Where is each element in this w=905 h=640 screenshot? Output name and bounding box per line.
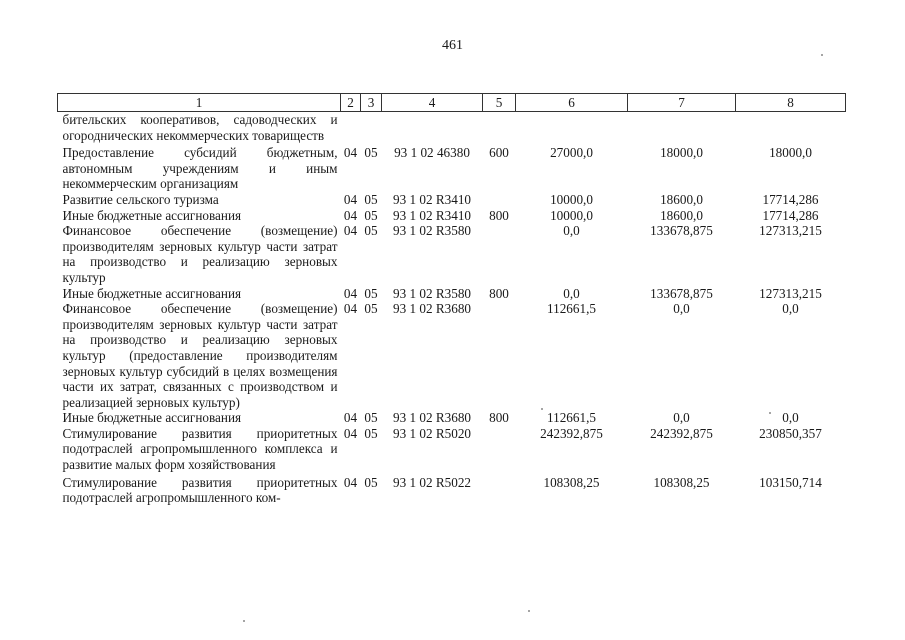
row-value-7: 18000,0	[660, 145, 703, 161]
row-value-8: 127313,215	[759, 285, 822, 301]
row-value-6: 112661,5	[547, 301, 596, 317]
row-value-6: 10000,0	[550, 207, 593, 223]
table-row	[58, 208, 846, 224]
row-expense-type	[483, 192, 516, 208]
row-section: 04	[343, 410, 358, 426]
row-name: Предоставление субсидий бюджетным, автономным учреждениям и иным некоммерческим организациям	[62, 145, 338, 192]
scan-speck	[769, 412, 771, 414]
column-header-7: 7	[628, 94, 736, 112]
row-value-7: 133678,875	[650, 223, 713, 239]
table-row	[58, 286, 846, 302]
row-value-6: 27000,0	[550, 145, 593, 161]
row-target-article: 93 1 02 R3680	[392, 301, 472, 317]
row-value-6: 10000,0	[550, 191, 593, 207]
row-value-8	[736, 112, 846, 144]
column-header-4: 4	[382, 94, 483, 112]
row-subsection: 05	[364, 301, 378, 317]
column-header-1: 1	[58, 94, 341, 112]
table-row	[58, 473, 846, 506]
row-value-8: 230850,357	[759, 425, 822, 441]
row-section: 04	[343, 474, 358, 490]
scan-speck	[243, 620, 245, 622]
row-value-7	[628, 112, 736, 144]
row-section: 04	[343, 425, 358, 441]
row-expense-type: 800	[489, 207, 509, 223]
row-section: 04	[343, 223, 358, 239]
row-value-8: 18000,0	[769, 145, 812, 161]
row-target-article: 93 1 02 R3410	[392, 191, 472, 207]
row-name: Развитие сельского туризма	[62, 191, 219, 207]
row-value-7: 0,0	[673, 410, 690, 426]
table-row	[58, 301, 846, 410]
row-expense-type	[483, 473, 516, 506]
column-header-6: 6	[516, 94, 628, 112]
row-target-article: 93 1 02 46380	[394, 145, 470, 161]
row-name: Иные бюджетные ассигнования	[62, 410, 242, 426]
row-value-8: 0,0	[782, 301, 799, 317]
page-number: 461	[442, 38, 463, 53]
row-expense-type	[483, 112, 516, 144]
table-row	[58, 192, 846, 208]
row-subsection: 05	[364, 145, 378, 161]
row-value-8: 103150,714	[759, 474, 822, 490]
table-row	[58, 223, 846, 285]
row-value-6: 0,0	[563, 285, 580, 301]
row-expense-type: 800	[489, 410, 509, 426]
row-value-6: 0,0	[563, 223, 580, 239]
row-target-article: 93 1 02 R3410	[392, 207, 472, 223]
row-name: бительских кооперативов, садоводческих и огороднических некоммерческих товариществ	[62, 112, 338, 143]
row-value-7: 18600,0	[660, 207, 703, 223]
row-expense-type	[483, 301, 516, 410]
scan-speck	[821, 54, 823, 56]
table-row	[58, 143, 846, 192]
row-value-6: 108308,25	[543, 474, 600, 490]
row-target-article: 93 1 02 R3680	[392, 410, 472, 426]
budget-table	[57, 93, 846, 506]
row-subsection: 05	[364, 191, 378, 207]
row-section: 04	[343, 191, 358, 207]
row-subsection: 05	[364, 474, 378, 490]
row-value-7: 0,0	[673, 301, 690, 317]
row-value-8: 17714,286	[762, 207, 819, 223]
row-subsection: 05	[364, 285, 378, 301]
scan-speck	[541, 408, 543, 410]
row-target-article: 93 1 02 R3580	[392, 223, 472, 239]
row-value-8: 17714,286	[762, 191, 819, 207]
row-subsection: 05	[364, 223, 378, 239]
column-header-2: 2	[341, 94, 361, 112]
row-value-6: 242392,875	[540, 425, 603, 441]
row-subsection: 05	[364, 425, 378, 441]
row-section: 04	[343, 145, 358, 161]
row-target-article: 93 1 02 R3580	[392, 285, 472, 301]
row-name: Стимулирование развития приоритетных подотраслей агропромышленного комплекса и развитие малых форм хозяйствования	[62, 425, 338, 473]
row-value-7: 18600,0	[660, 191, 703, 207]
row-name: Иные бюджетные ассигнования	[62, 285, 242, 301]
row-value-6	[516, 112, 628, 144]
row-value-6: 112661,5	[547, 410, 596, 426]
row-subsection	[361, 112, 382, 144]
column-header-8: 8	[736, 94, 846, 112]
row-name: Финансовое обеспечение (возмещение) производителям зерновых культур части затрат на производство и реализацию зерновых культур	[62, 223, 338, 285]
row-section	[341, 112, 361, 144]
row-expense-type: 600	[489, 145, 509, 161]
row-target-article: 93 1 02 R5020	[392, 425, 472, 441]
row-expense-type: 800	[489, 285, 509, 301]
table-row	[58, 112, 846, 144]
row-subsection: 05	[364, 207, 378, 223]
row-name: Иные бюджетные ассигнования	[62, 207, 242, 223]
row-section: 04	[343, 207, 358, 223]
row-value-7: 242392,875	[650, 425, 713, 441]
column-number-header	[58, 94, 846, 112]
row-section: 04	[343, 285, 358, 301]
row-value-8: 0,0	[782, 410, 799, 426]
row-name: Стимулирование развития приоритетных подотраслей агропромышленного ком-	[62, 474, 338, 506]
row-name: Финансовое обеспечение (возмещение) производителям зерновых культур части затрат на производство и реализацию зерновых культур (предоставление производителям зерновых культур субсидий в целях возмещения части их затрат, связанных с производством и реализацией зерновых культур)	[62, 301, 338, 410]
row-value-7: 108308,25	[653, 474, 710, 490]
row-expense-type	[483, 426, 516, 473]
row-section: 04	[343, 301, 358, 317]
scan-speck	[528, 610, 530, 612]
column-header-5: 5	[483, 94, 516, 112]
table-row	[58, 426, 846, 473]
row-target-article	[382, 112, 483, 144]
row-expense-type	[483, 223, 516, 285]
row-value-8: 127313,215	[759, 223, 822, 239]
row-target-article: 93 1 02 R5022	[392, 474, 472, 490]
row-subsection: 05	[364, 410, 378, 426]
column-header-3: 3	[361, 94, 382, 112]
row-value-7: 133678,875	[650, 285, 713, 301]
table-row	[58, 410, 846, 426]
